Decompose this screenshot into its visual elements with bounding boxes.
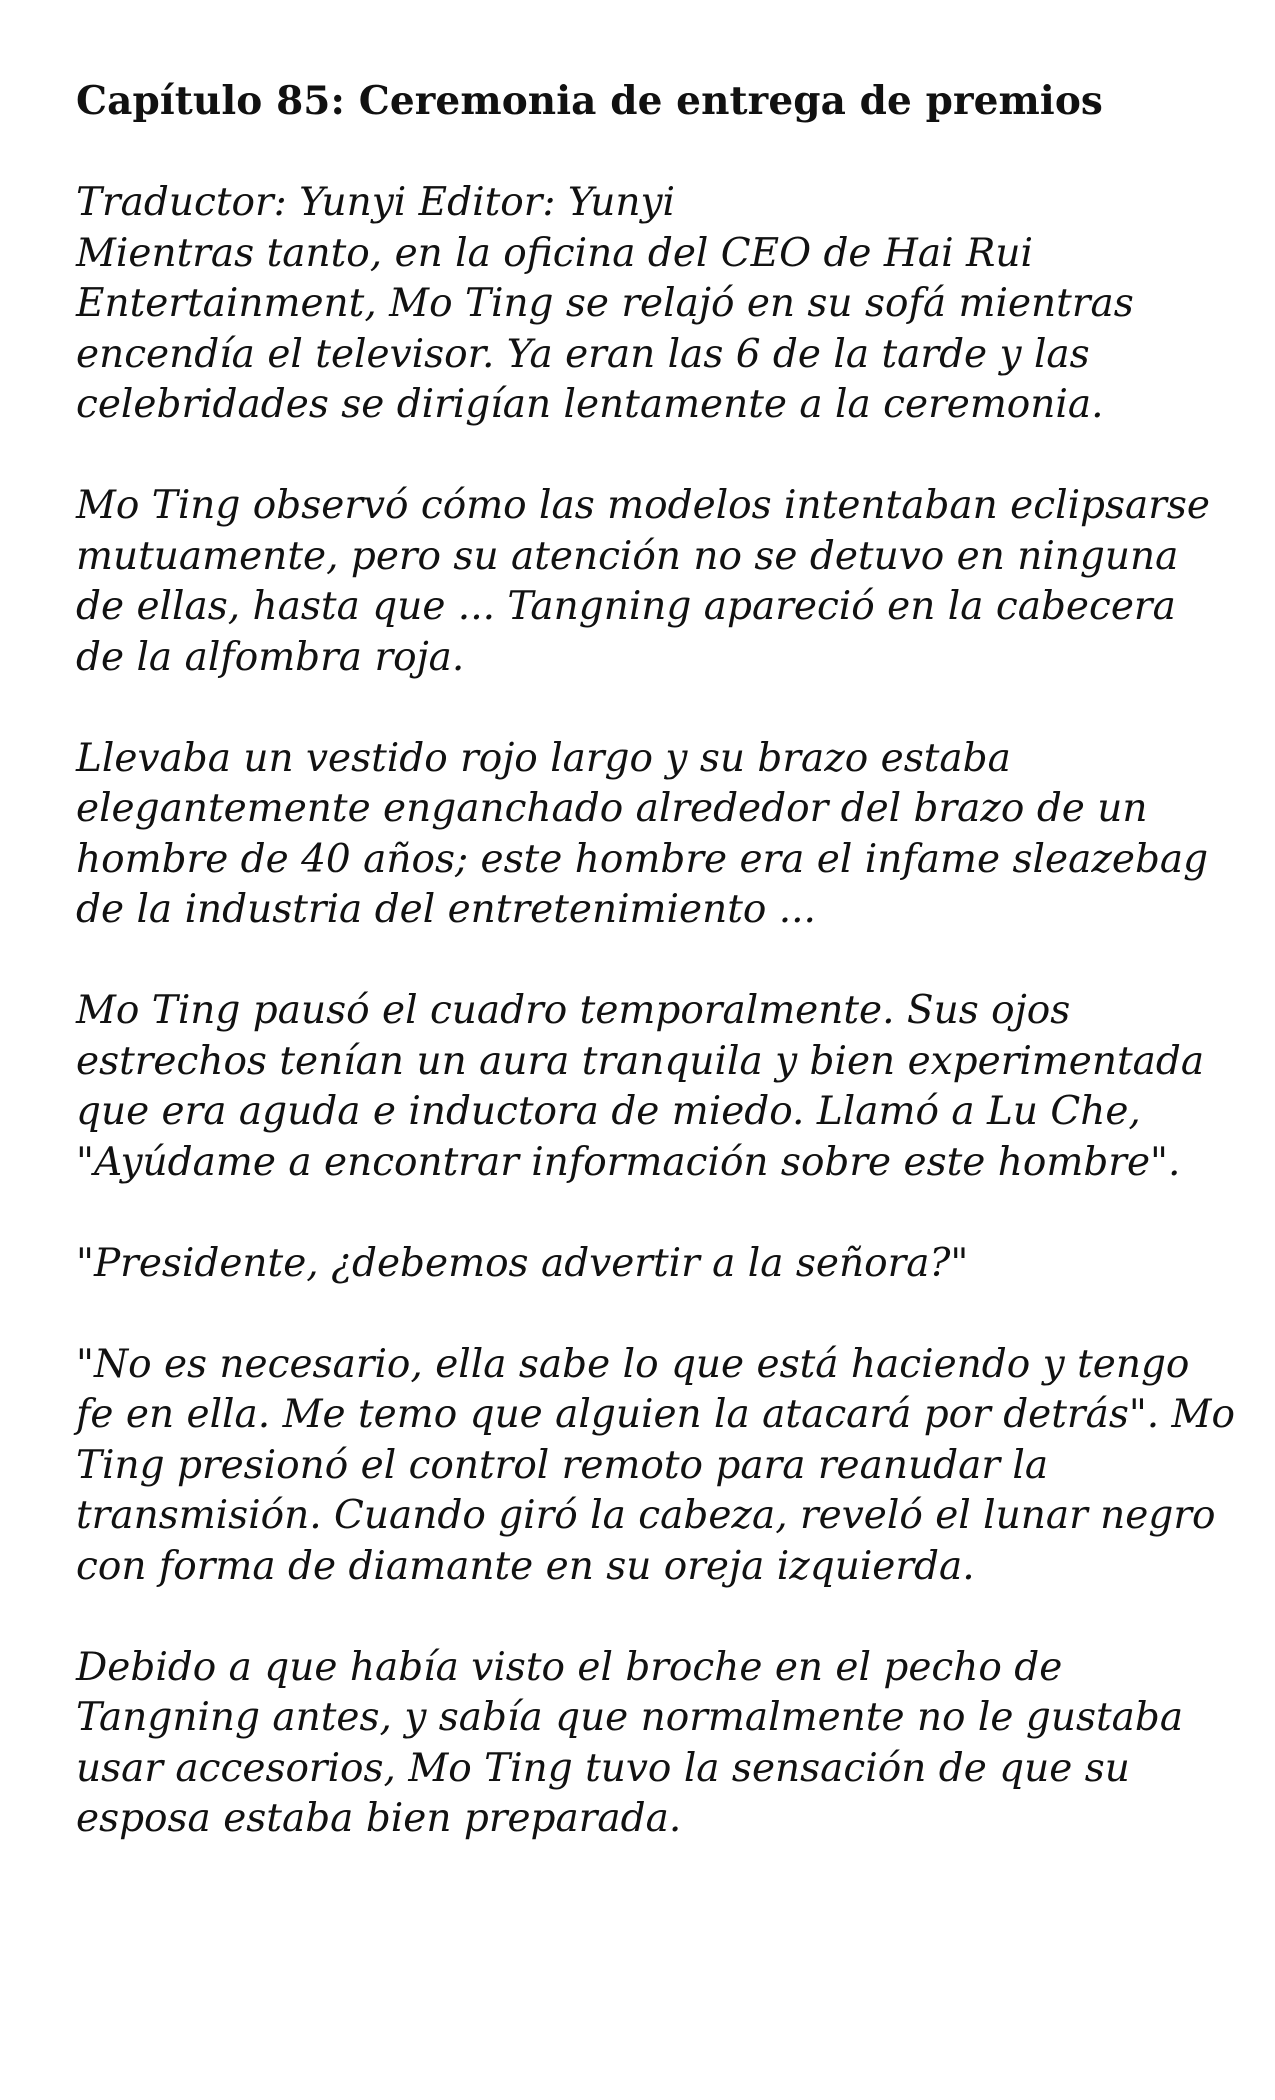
paragraph-4: Mo Ting pausó el cuadro temporalmente. Sus ojos estrechos tenían un aura tranquila y bien experimentada que era aguda e inductora de miedo. Llamó a Lu Che, "Ayúdame a encontrar información sobre este hombre". xyxy=(76,988,1205,1185)
paragraph-3: Llevaba un vestido rojo largo y su brazo estaba elegantemente enganchado alrededor del brazo de un hombre de 40 años; este hombre era el infame sleazebag de la industria del entretenimiento ... xyxy=(76,735,1209,932)
paragraph-5: "Presidente, ¿debemos advertir a la señora?" xyxy=(76,1240,969,1286)
paragraph-1: Mientras tanto, en la oficina del CEO de Hai Rui Entertainment, Mo Ting se relajó en su sofá mientras encendía el televisor. Ya eran las 6 de la tarde y las celebridades se dirigían lentamente a la ceremonia. xyxy=(76,230,1134,427)
paragraph-7: Debido a que había visto el broche en el pecho de Tangning antes, y sabía que normalmente no le gustaba usar accesorios, Mo Ting tuvo la sensación de que su esposa estaba bien preparada. xyxy=(76,1644,1184,1841)
paragraph-2: Mo Ting observó cómo las modelos intentaban eclipsarse mutuamente, pero su atención no se detuvo en ninguna de ellas, hasta que ... Tangning apareció en la cabecera de la alfombra roja. xyxy=(76,483,1211,680)
paragraph-6: "No es necesario, ella sabe lo que está haciendo y tengo fe en ella. Me temo que alguien la atacará por detrás". Mo Ting presionó el control remoto para reanudar la transmisión. Cuando giró la cabeza, reveló el lunar negro con forma de diamante en su oreja izquierda. xyxy=(76,1341,1235,1589)
chapter-body xyxy=(76,229,1236,1845)
chapter-title: Capítulo 85: Ceremonia de entrega de premios xyxy=(76,78,1103,124)
chapter-page xyxy=(76,74,1236,1845)
translator-credits: Traductor: Yunyi Editor: Yunyi xyxy=(76,180,675,225)
